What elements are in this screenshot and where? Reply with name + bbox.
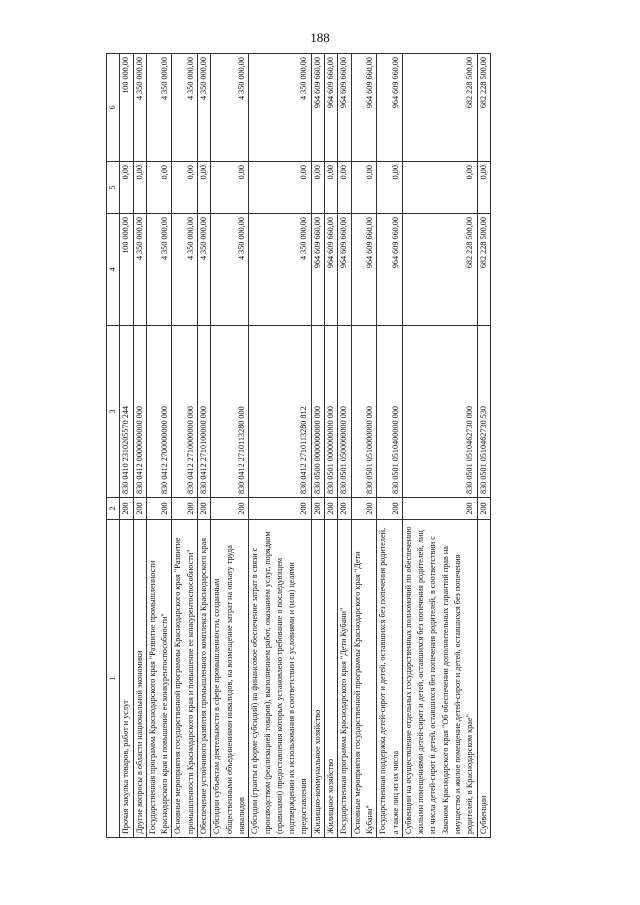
- row-amount-cell: 964 609 660,00: [311, 214, 324, 326]
- row-code-cell: 200: [198, 498, 211, 520]
- row-amount-cell: 0,00: [198, 162, 211, 214]
- row-name-cell: Основные мероприятия государственной программы Краснодарского края "Развитие промышленности Краснодарского края и повышение ее конкурентоспособности": [172, 520, 198, 838]
- row-name-cell: Другие вопросы в области национальной экономики: [133, 520, 146, 838]
- row-kbk-cell: 830 0412 2710113280 000: [211, 326, 249, 498]
- row-code-cell: 200: [325, 498, 338, 520]
- row-kbk-cell: 830 0501 0510400000 000: [377, 326, 403, 498]
- table-body: [120, 54, 491, 838]
- row-kbk-cell: 830 0501 0000000000 000: [325, 326, 338, 498]
- row-kbk-cell: 830 0501 0510462730 530: [477, 326, 490, 498]
- row-amount-cell: 0,00: [377, 162, 403, 214]
- row-amount-cell: 4 350 000,00: [146, 54, 172, 162]
- row-kbk-cell: 830 0501 0510000000 000: [351, 326, 377, 498]
- table-row: [172, 54, 198, 838]
- row-amount-cell: 4 350 000,00: [211, 214, 249, 326]
- table-row: [249, 54, 311, 838]
- table-row: [133, 54, 146, 838]
- table-row: [120, 54, 133, 838]
- row-amount-cell: 4 350 000,00: [133, 54, 146, 162]
- row-code-cell: 200: [402, 498, 477, 520]
- row-amount-cell: 0,00: [133, 162, 146, 214]
- row-kbk-cell: 830 0412 2710000000 000: [172, 326, 198, 498]
- table-row: [311, 54, 324, 838]
- row-amount-cell: 4 350 000,00: [198, 54, 211, 162]
- table-row: [477, 54, 490, 838]
- row-code-cell: 200: [133, 498, 146, 520]
- row-amount-cell: 964 609 660,00: [351, 214, 377, 326]
- row-amount-cell: 4 350 000,00: [172, 54, 198, 162]
- row-amount-cell: 4 350 000,00: [249, 214, 311, 326]
- budget-table-rotated: [106, 54, 566, 838]
- table-row: [325, 54, 338, 838]
- row-code-cell: 200: [351, 498, 377, 520]
- row-name-cell: Субсидии (гранты в форме субсидий) на финансовое обеспечение затрат в связи с производством (реализацией товаров), выполнением работ, оказанием услуг, порядком (правилами) предоставления которых установлено требование о последующем подтверждении их использования в соответствии с условиями и (или) целями предоставления: [249, 520, 311, 838]
- row-amount-cell: 4 350 000,00: [172, 214, 198, 326]
- row-amount-cell: 0,00: [325, 162, 338, 214]
- table-row: [211, 54, 249, 838]
- row-amount-cell: 964 609 660,00: [325, 214, 338, 326]
- row-kbk-cell: 830 0412 2710100000 000: [198, 326, 211, 498]
- row-amount-cell: 100 000,00: [120, 214, 133, 326]
- budget-table: [106, 53, 491, 838]
- row-amount-cell: 682 228 500,00: [402, 214, 477, 326]
- row-amount-cell: 0,00: [172, 162, 198, 214]
- row-kbk-cell: 830 0410 2310205570 244: [120, 326, 133, 498]
- row-code-cell: 200: [249, 498, 311, 520]
- row-amount-cell: 964 609 660,00: [377, 54, 403, 162]
- table-row: [377, 54, 403, 838]
- row-amount-cell: 4 350 000,00: [211, 54, 249, 162]
- row-code-cell: 200: [377, 498, 403, 520]
- row-kbk-cell: 830 0412 0000000000 000: [133, 326, 146, 498]
- row-amount-cell: 964 609 660,00: [311, 54, 324, 162]
- row-kbk-cell: 830 0412 2710113280 812: [249, 326, 311, 498]
- row-name-cell: Субвенции: [477, 520, 490, 838]
- row-amount-cell: 0,00: [120, 162, 133, 214]
- row-name-cell: Субсидии субъектам деятельности в сфере промышленности, созданным общественными объединениями инвалидов, на возмещение затрат на оплату труда инвалидов: [211, 520, 249, 838]
- row-code-cell: 200: [211, 498, 249, 520]
- row-amount-cell: 100 000,00: [120, 54, 133, 162]
- row-amount-cell: 0,00: [351, 162, 377, 214]
- table-row: [198, 54, 211, 838]
- row-amount-cell: 0,00: [477, 162, 490, 214]
- column-header: 4: [107, 214, 120, 326]
- row-amount-cell: 4 350 000,00: [249, 54, 311, 162]
- column-header: 1: [107, 520, 120, 838]
- row-amount-cell: 0,00: [211, 162, 249, 214]
- row-amount-cell: 682 228 500,00: [402, 54, 477, 162]
- table-header-row: [107, 54, 120, 838]
- row-name-cell: Жилищно-коммунальное хозяйство: [311, 520, 324, 838]
- row-name-cell: Прочая закупка товаров, работ и услуг: [120, 520, 133, 838]
- row-name-cell: Обеспечение устойчивого развития промышленного комплекса Краснодарского края: [198, 520, 211, 838]
- row-amount-cell: 964 609 660,00: [338, 54, 351, 162]
- row-amount-cell: 964 609 660,00: [325, 54, 338, 162]
- row-code-cell: 200: [146, 498, 172, 520]
- row-code-cell: 200: [120, 498, 133, 520]
- row-amount-cell: 4 350 000,00: [146, 214, 172, 326]
- row-amount-cell: 964 609 660,00: [351, 54, 377, 162]
- column-header: 2: [107, 498, 120, 520]
- row-amount-cell: 0,00: [402, 162, 477, 214]
- row-amount-cell: 4 350 000,00: [133, 214, 146, 326]
- row-name-cell: Государственная программа Краснодарского края "Дети Кубани": [338, 520, 351, 838]
- row-kbk-cell: 830 0500 0000000000 000: [311, 326, 324, 498]
- row-amount-cell: 0,00: [249, 162, 311, 214]
- row-amount-cell: 682 228 500,00: [477, 214, 490, 326]
- column-header: 6: [107, 54, 120, 162]
- page-number: 188: [310, 30, 330, 45]
- column-header: 5: [107, 162, 120, 214]
- row-amount-cell: 682 228 500,00: [477, 54, 490, 162]
- row-name-cell: Жилищное хозяйство: [325, 520, 338, 838]
- row-amount-cell: 964 609 660,00: [338, 214, 351, 326]
- row-name-cell: Государственная поддержка детей-сирот и детей, оставшихся без попечения родителей, а также лиц из их числа: [377, 520, 403, 838]
- table-row: [146, 54, 172, 838]
- row-kbk-cell: 830 0501 0510462730 000: [402, 326, 477, 498]
- row-amount-cell: 0,00: [146, 162, 172, 214]
- row-name-cell: Основные мероприятия государственной программы Краснодарского края "Дети Кубани": [351, 520, 377, 838]
- row-kbk-cell: 830 0412 2700000000 000: [146, 326, 172, 498]
- table-row: [351, 54, 377, 838]
- row-amount-cell: 4 350 000,00: [198, 214, 211, 326]
- column-header: 3: [107, 326, 120, 498]
- row-name-cell: Государственная программа Краснодарского края "Развитие промышленности Краснодарского края и повышение ее конкурентоспособности": [146, 520, 172, 838]
- row-code-cell: 200: [311, 498, 324, 520]
- row-code-cell: 200: [477, 498, 490, 520]
- row-name-cell: Субвенции на осуществление отдельных государственных полномочий по обеспечению жилыми помещениями детей-сирот и детей, оставшихся без попечения родителей, лиц из числа детей-сирот и детей, оставшихся без попечения родителей, в соответствии с Законом Краснодарского края "Об обеспечении дополнительных гарантий прав на имущество и жилое помещение детей-сирот и детей, оставшихся без попечения родителей, в Краснодарском крае": [402, 520, 477, 838]
- row-code-cell: 200: [338, 498, 351, 520]
- row-amount-cell: 0,00: [338, 162, 351, 214]
- row-amount-cell: 964 609 660,00: [377, 214, 403, 326]
- table-row: [402, 54, 477, 838]
- row-code-cell: 200: [172, 498, 198, 520]
- table-row: [338, 54, 351, 838]
- row-amount-cell: 0,00: [311, 162, 324, 214]
- row-kbk-cell: 830 0501 0500000000 000: [338, 326, 351, 498]
